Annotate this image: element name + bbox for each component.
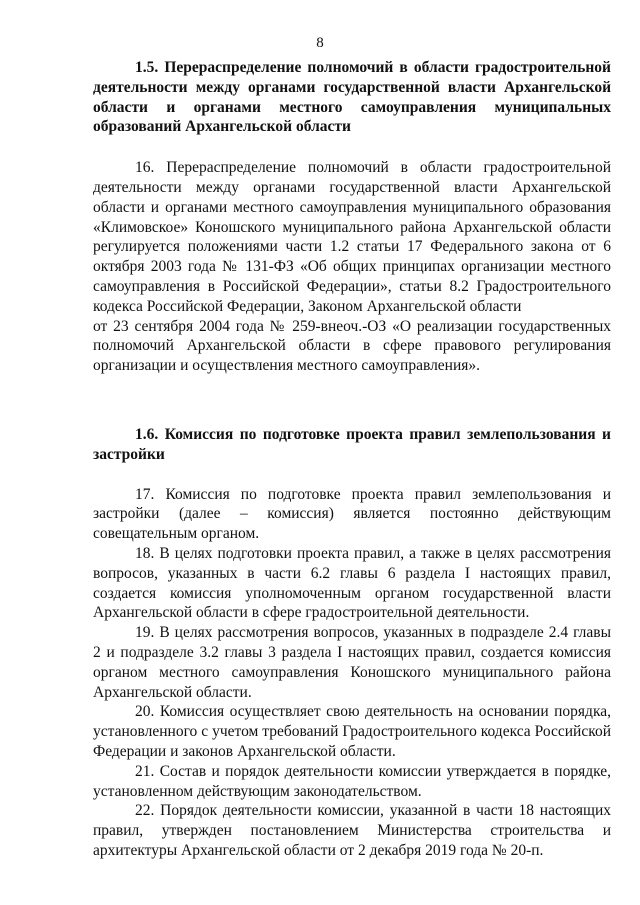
paragraph-22: 22. Порядок деятельности комиссии, указанной в части 18 настоящих правил, утвержден постановлением Министерства строительства и архитектуры Архангельской области от 2 декабря 2019 года № 20-п.	[93, 802, 611, 859]
paragraph-21: 21. Состав и порядок деятельности комиссии утверждается в порядке, установленном действующим законодательством.	[93, 762, 611, 800]
spacer	[93, 137, 611, 158]
section-heading-1-5: 1.5. Перераспределение полномочий в области градостроительной деятельности между органами государственной власти Архангельской области и органами местного самоуправления муниципальных образований Архангельской области	[93, 59, 611, 136]
section-heading-1-6: 1.6. Комиссия по подготовке проекта правил землепользования и застройки	[93, 425, 611, 463]
paragraph-18: 18. В целях подготовки проекта правил, а также в целях рассмотрения вопросов, указанных в части 6.2 главы 6 раздела I настоящих правил, создается комиссия уполномоченным органом государственной власти Архангельской области в сфере градостроительной деятельности.	[93, 544, 611, 622]
page-number: 8	[316, 35, 324, 51]
paragraph-19: 19. В целях рассмотрения вопросов, указанных в подразделе 2.4 главы 2 и подразделе 3.2 главы 3 раздела I настоящих правил, создается комиссия органом местного самоуправления Коношского муниципального района Архангельской области.	[93, 624, 611, 701]
paragraph-17: 17. Комиссия по подготовке проекта правил землепользования и застройки (далее – комиссия) является постоянно действующим совещательным органом.	[93, 485, 611, 543]
document-body	[93, 58, 611, 861]
paragraph-16-continued: от 23 сентября 2004 года № 259-внеоч.-ОЗ «О реализации государственных полномочий Архангельской области в сфере правового регулирования организации и осуществления местного самоуправления».	[93, 317, 611, 375]
paragraph-16: 16. Перераспределение полномочий в области градостроительной деятельности между органами государственной власти Архангельской области и органами местного самоуправления муниципального образования «Климовское» Коношского муниципального района Архангельской области регулируется положениями части 1.2 статьи 17 Федерального закона от 6 октября 2003 года № 131-ФЗ «Об общих принципах организации местного самоуправления в Российской Федерации», статьи 8.2 Градостроительного кодекса Российской Федерации, Законом Архангельской области	[93, 159, 611, 315]
spacer	[93, 376, 611, 425]
paragraph-20: 20. Комиссия осуществляет свою деятельность на основании порядка, установленного с учетом требований Градостроительного кодекса Российской Федерации и законов Архангельской области.	[93, 703, 611, 760]
spacer	[93, 465, 611, 485]
